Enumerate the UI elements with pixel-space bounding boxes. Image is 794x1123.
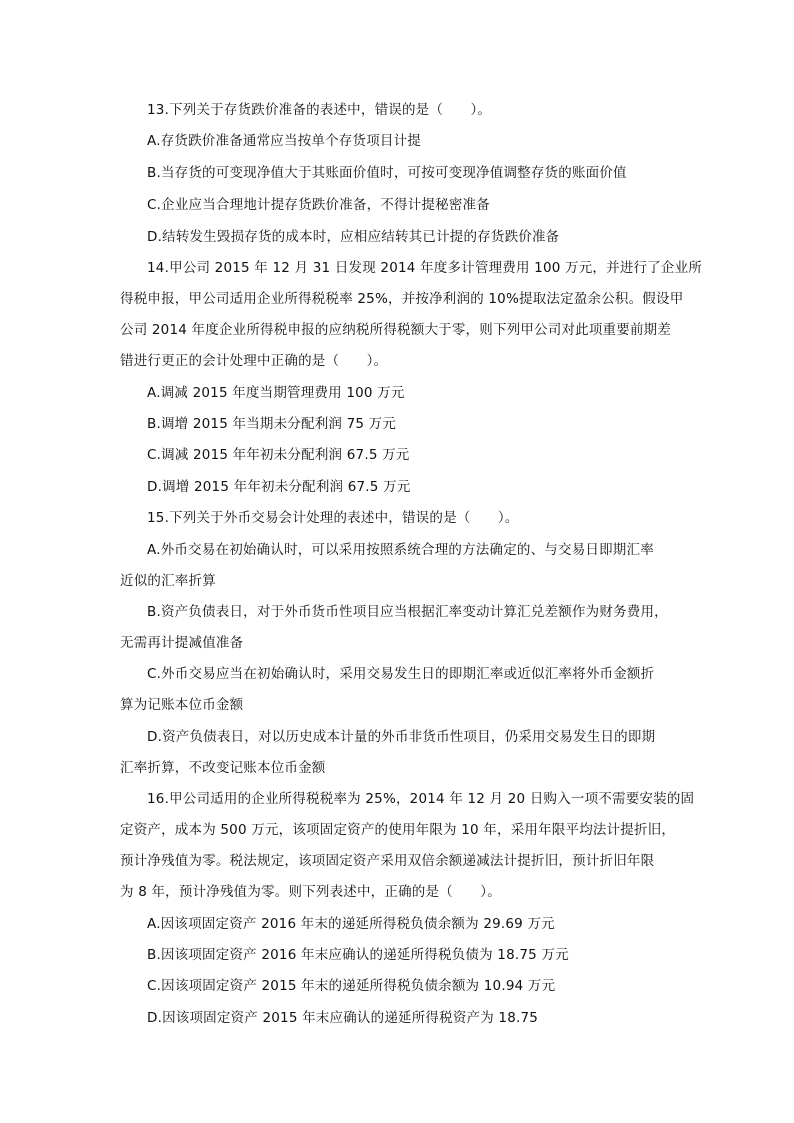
question-13-stem: 13.下列关于存货跌价准备的表述中，错误的是（ ）。 [147, 102, 492, 118]
question-14-option-c: C.调减 2015 年年初未分配利润 67.5 万元 [147, 447, 410, 463]
question-15-option-b: B.资产负债表日，对于外币货币性项目应当根据汇率变动计算汇兑差额作为财务费用， [147, 604, 668, 620]
question-15-stem: 15.下列关于外币交易会计处理的表述中，错误的是（ ）。 [147, 510, 519, 526]
question-16-option-d: D.因该项固定资产 2015 年末应确认的递延所得税资产为 18.75 [147, 1010, 539, 1026]
question-13-option-d: D.结转发生毁损存货的成本时，应相应结转其已计提的存货跌价准备 [147, 229, 560, 245]
question-15-option-b-cont: 无需再计提减值准备 [120, 635, 244, 651]
question-14-option-a: A.调减 2015 年度当期管理费用 100 万元 [147, 385, 405, 401]
question-15-option-c: C.外币交易应当在初始确认时，采用交易发生日的即期汇率或近似汇率将外币金额折 [147, 666, 655, 682]
question-15-option-a-cont: 近似的汇率折算 [120, 573, 216, 589]
question-15-option-d-cont: 汇率折算，不改变记账本位币金额 [120, 760, 326, 776]
question-16-option-b: B.因该项固定资产 2016 年末应确认的递延所得税负债为 18.75 万元 [147, 947, 569, 963]
question-14-stem-line: 公司 2014 年度企业所得税申报的应纳税所得税额大于零，则下列甲公司对此项重要前期差 [120, 322, 672, 338]
question-14-stem-line: 得税申报，甲公司适用企业所得税税率 25%，并按净利润的 10%提取法定盈余公积。假设甲 [120, 291, 684, 307]
question-13-option-b: B.当存货的可变现净值大于其账面价值时，可按可变现净值调整存货的账面价值 [147, 165, 627, 181]
question-13-option-a: A.存货跌价准备通常应当按单个存货项目计提 [147, 133, 421, 149]
question-16-stem-line: 为 8 年，预计净残值为零。则下列表述中，正确的是（ ）。 [120, 884, 501, 900]
question-16-stem-line: 16.甲公司适用的企业所得税税率为 25%，2014 年 12 月 20 日购入一项不需要安装的固 [147, 791, 695, 807]
question-16-stem-line: 定资产，成本为 500 万元，该项固定资产的使用年限为 10 年，采用年限平均法计提折旧， [120, 822, 676, 838]
question-14-option-d: D.调增 2015 年年初未分配利润 67.5 万元 [147, 479, 411, 495]
question-14-stem-line: 14.甲公司 2015 年 12 月 31 日发现 2014 年度多计管理费用 100 万元，并进行了企业所 [147, 260, 703, 276]
question-15-option-c-cont: 算为记账本位币金额 [120, 697, 244, 713]
question-16-option-c: C.因该项固定资产 2015 年末的递延所得税负债余额为 10.94 万元 [147, 978, 556, 994]
question-16-option-a: A.因该项固定资产 2016 年末的递延所得税负债余额为 29.69 万元 [147, 916, 555, 932]
question-16-stem-line: 预计净残值为零。税法规定，该项固定资产采用双倍余额递减法计提折旧，预计折旧年限 [120, 853, 655, 869]
question-15-option-d: D.资产负债表日，对以历史成本计量的外币非货币性项目，仍采用交易发生日的即期 [147, 729, 656, 745]
question-15-option-a: A.外币交易在初始确认时，可以采用按照系统合理的方法确定的、与交易日即期汇率 [147, 542, 654, 558]
question-13-option-c: C.企业应当合理地计提存货跌价准备，不得计提秘密准备 [147, 197, 490, 213]
question-14-stem-line: 错进行更正的会计处理中正确的是（ ）。 [120, 353, 388, 369]
question-14-option-b: B.调增 2015 年当期未分配利润 75 万元 [147, 416, 397, 432]
